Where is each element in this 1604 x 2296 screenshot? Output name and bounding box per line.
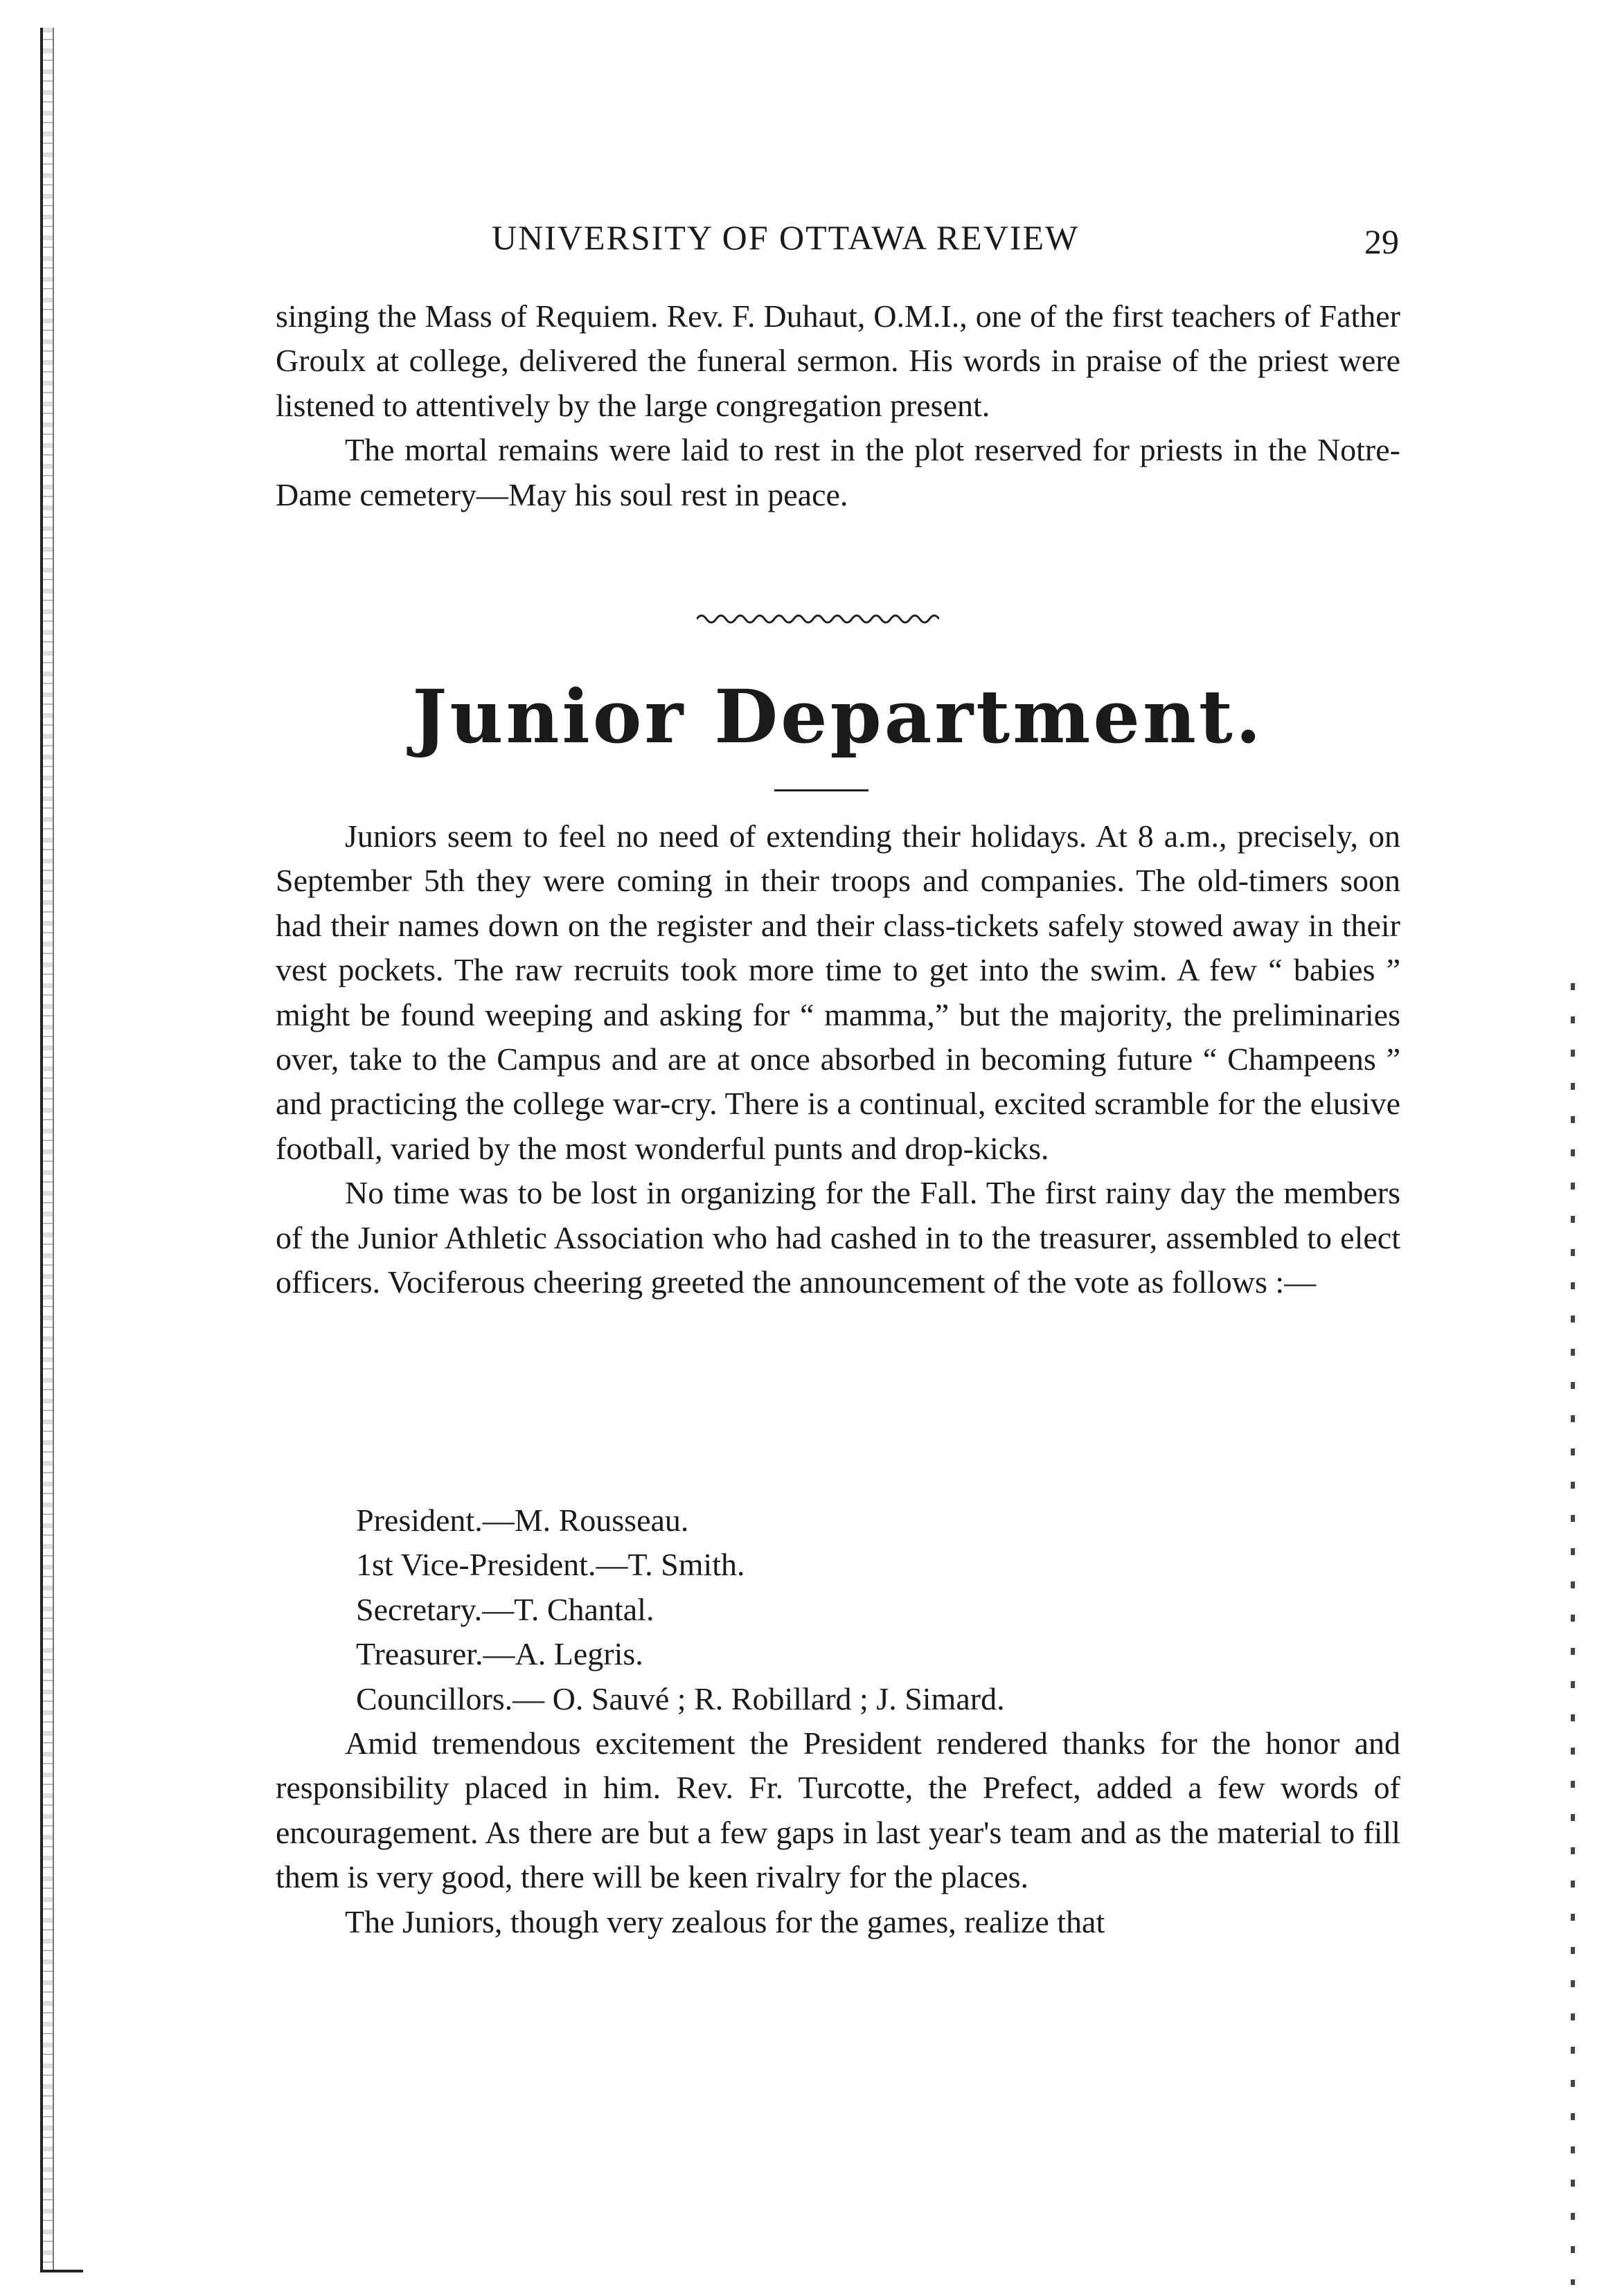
officer-entry: Secretary.—T. Chantal. [356, 1591, 654, 1627]
paragraph-juniors-continued: The Juniors, though very zealous for the games, realize that [345, 1903, 1105, 1939]
section-title: Junior Department. [412, 673, 1264, 760]
paragraph-juniors-arrival: Juniors seem to feel no need of extending their holidays. At 8 a.m., precisely, on September 5th they were coming in their troops and companies. The old-timers soon had their names down on the register and their class-tickets safely stowed away in their vest pockets. The raw recruits took more time to get into the swim. A few “ babies ” might be found weeping and asking for “ mamma,” but the majority, the preliminaries over, take to the Campus and are at once absorbed in becoming future “ Champeens ” and practicing the college war-cry. There is a continual, excited scramble for the elusive football, varied by the most wonderful punts and drop-kicks. [276, 818, 1400, 1166]
top-text-block [276, 294, 1400, 517]
officer-entry: Councillors.— O. Sauvé ; R. Robillard ; J. Simard. [356, 1680, 1005, 1716]
running-head: UNIVERSITY OF OTTAWA REVIEW [492, 218, 1080, 257]
junior-text-block [276, 814, 1400, 1304]
title-underline-rule [774, 789, 868, 791]
wavy-divider-ornament [697, 609, 939, 626]
officer-entry: Treasurer.—A. Legris. [356, 1636, 643, 1672]
officers-list [356, 1498, 1005, 1721]
closing-text-block [276, 1721, 1400, 1944]
paragraph-requiem: singing the Mass of Requiem. Rev. F. Duhaut, O.M.I., one of the first teachers of Father Groulx at college, delivered the funeral sermon. His words in praise of the priest were listened to attentively by the large congregation present. [276, 298, 1400, 423]
paragraph-organizing: No time was to be lost in organizing for the Fall. The first rainy day the members of the Junior Athletic Association who had cashed in to the treasurer, assembled to elect officers. Vociferous cheering greeted the announcement of the vote as follows :— [276, 1175, 1400, 1300]
binding-edge-bottom [40, 2263, 83, 2272]
officer-entry: President.—M. Rousseau. [356, 1503, 689, 1538]
paragraph-burial: The mortal remains were laid to rest in the plot reserved for priests in the Notre-Dame cemetery—May his soul rest in peace. [276, 432, 1400, 512]
page-number: 29 [1364, 222, 1399, 261]
page-header [277, 217, 1399, 266]
officer-entry: 1st Vice-President.—T. Smith. [356, 1547, 745, 1583]
paragraph-president-thanks: Amid tremendous excitement the President rendered thanks for the honor and responsibility placed in him. Rev. Fr. Turcotte, the Prefect, added a few words of encouragement. As there are but a few gaps in last year's team and as the material to fill them is very good, there will be keen rivalry for the places. [276, 1725, 1400, 1895]
binding-edge-left [40, 28, 54, 2271]
page-edge-right [1571, 983, 1575, 2285]
